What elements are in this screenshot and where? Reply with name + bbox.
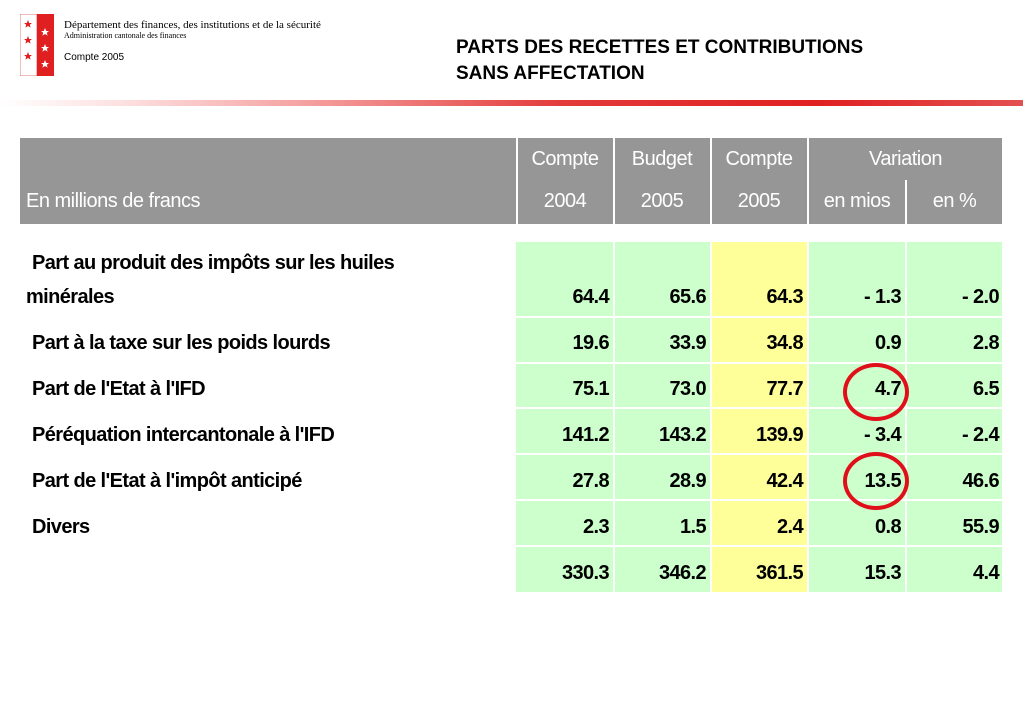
highlight-circle bbox=[843, 363, 909, 421]
row-label: Part de l'Etat à l'impôt anticipé bbox=[32, 470, 302, 492]
col-compte-2005-top: Compte bbox=[725, 148, 793, 170]
value-compte-2004: 27.8 bbox=[572, 470, 609, 492]
value-variation-percent: - 2.4 bbox=[961, 424, 999, 446]
row-label: Part à la taxe sur les poids lourds bbox=[32, 332, 331, 354]
value-variation-percent: 2.8 bbox=[972, 332, 999, 354]
page-title bbox=[456, 35, 863, 87]
value-budget-2005: 28.9 bbox=[669, 470, 706, 492]
value-budget-2005: 33.9 bbox=[669, 332, 706, 354]
value-compte-2005: 34.8 bbox=[766, 332, 803, 354]
row-separator bbox=[516, 499, 1002, 501]
value-budget-2005: 73.0 bbox=[669, 378, 706, 400]
value-compte-2005: 77.7 bbox=[766, 378, 803, 400]
value-budget-2005: 143.2 bbox=[658, 424, 706, 446]
value-compte-2005: 2.4 bbox=[776, 516, 803, 538]
total-variation-percent: 4.4 bbox=[972, 562, 999, 584]
col-budget-2005-top: Budget bbox=[631, 148, 693, 170]
value-compte-2004: 64.4 bbox=[572, 286, 609, 308]
value-compte-2004: 19.6 bbox=[572, 332, 609, 354]
row-label: Part de l'Etat à l'IFD bbox=[32, 378, 206, 400]
row-separator bbox=[516, 545, 1002, 547]
value-compte-2005: 64.3 bbox=[766, 286, 803, 308]
value-compte-2004: 75.1 bbox=[572, 378, 609, 400]
col-compte-2004-top: Compte bbox=[531, 148, 599, 170]
canton-logo-icon bbox=[20, 14, 54, 76]
row-label: Part au produit des impôts sur les huiles bbox=[32, 252, 395, 274]
total-variation-mios: 15.3 bbox=[864, 562, 901, 584]
row-separator bbox=[516, 453, 1002, 455]
col-variation-percent: en % bbox=[932, 190, 977, 212]
row-label: Divers bbox=[32, 516, 90, 538]
value-budget-2005: 65.6 bbox=[669, 286, 706, 308]
row-label-header: En millions de francs bbox=[26, 190, 201, 212]
value-variation-mios: 13.5 bbox=[864, 470, 901, 492]
total-budget-2005: 346.2 bbox=[658, 562, 706, 584]
value-variation-mios: 4.7 bbox=[874, 378, 901, 400]
total-compte-2005: 361.5 bbox=[755, 562, 803, 584]
col-compte-2004-bottom: 2004 bbox=[543, 190, 587, 212]
row-separator bbox=[516, 407, 1002, 409]
col-budget-2005-bottom: 2005 bbox=[640, 190, 684, 212]
title-line-2: SANS AFFECTATION bbox=[456, 63, 645, 84]
value-compte-2004: 2.3 bbox=[582, 516, 609, 538]
value-variation-percent: 55.9 bbox=[962, 516, 999, 538]
value-compte-2005: 42.4 bbox=[766, 470, 803, 492]
highlight-circle bbox=[843, 452, 909, 510]
row-label-continued: minérales bbox=[26, 286, 114, 308]
value-variation-mios: - 3.4 bbox=[863, 424, 901, 446]
value-variation-mios: 0.9 bbox=[874, 332, 901, 354]
col-variation-header: Variation bbox=[869, 148, 942, 170]
administration-name: Administration cantonale des finances bbox=[64, 31, 187, 40]
col-compte-2005-bottom: 2005 bbox=[737, 190, 781, 212]
value-compte-2004: 141.2 bbox=[561, 424, 609, 446]
total-compte-2004: 330.3 bbox=[561, 562, 609, 584]
value-variation-percent: 46.6 bbox=[962, 470, 999, 492]
department-name: Département des finances, des institutions et de la sécurité bbox=[64, 19, 321, 31]
value-budget-2005: 1.5 bbox=[679, 516, 706, 538]
report-label: Compte 2005 bbox=[64, 52, 125, 63]
col-variation-mios: en mios bbox=[823, 190, 891, 212]
row-separator bbox=[516, 362, 1002, 364]
value-variation-percent: - 2.0 bbox=[961, 286, 999, 308]
header-divider bbox=[0, 100, 1023, 106]
value-variation-percent: 6.5 bbox=[972, 378, 999, 400]
value-variation-mios: - 1.3 bbox=[863, 286, 901, 308]
row-label: Péréquation intercantonale à l'IFD bbox=[32, 424, 335, 446]
title-line-1: PARTS DES RECETTES ET CONTRIBUTIONS bbox=[456, 37, 864, 58]
row-separator bbox=[516, 316, 1002, 318]
value-compte-2005: 139.9 bbox=[755, 424, 803, 446]
value-variation-mios: 0.8 bbox=[874, 516, 901, 538]
